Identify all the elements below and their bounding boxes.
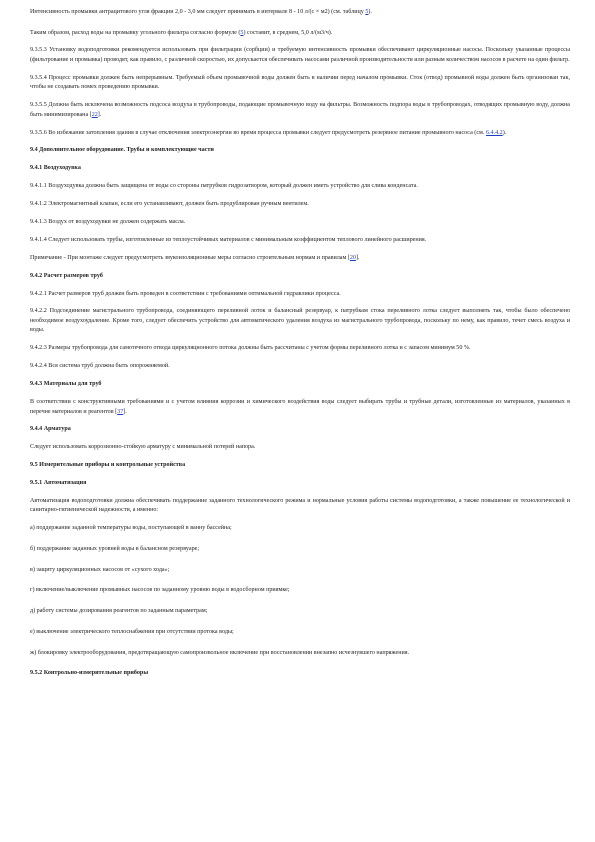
heading-9-4-2: 9.4.2 Расчет размеров труб — [30, 272, 103, 279]
bibliography-reference-link[interactable]: 22 — [91, 111, 98, 118]
list-item: в) защиту циркуляционных насосов от «сухого хода»; — [30, 566, 170, 573]
section-reference-link[interactable]: 6.4.4.2 — [485, 129, 503, 136]
paragraph-9-3-5-5: 9.3.5.5 Должна быть исключена возможность подсоса воздуха в трубопроводы, подающие промывочную воду на фильтры. Возможность подпора воды в трубопроводах, отводящих промывную воду, должна быть минимизирована [22]. — [30, 102, 570, 118]
paragraph-9-4-1-2: 9.4.1.2 Электромагнитный клапан, если его устанавливают, должен быть продублирован ручным вентилем. — [30, 201, 309, 208]
list-item: е) выключение электрического теплоснабжения при отсутствии протока воды; — [30, 628, 234, 635]
heading-9-4-4: 9.4.4 Арматура — [30, 426, 71, 433]
paragraph-9-4-2-1: 9.4.2.1 Расчет размеров труб должен быть проведен в соответствии с требованиями оптимальной гидравлики процесса. — [30, 290, 341, 297]
formula-reference-link[interactable]: 5 — [240, 29, 244, 36]
paragraph-9-4-2-4: 9.4.2.4 Вся система труб должна быть опорожняемой. — [30, 363, 170, 370]
paragraph-9-4-1-4: 9.4.1.4 Следует использовать трубы, изготовленные из теплоустойчивых материалов с минимальным коэффициентом теплового линейного расширения. — [30, 236, 427, 243]
paragraph-9-5-1: Автоматизация водоподготовки должна обеспечивать поддержание заданного технологического режима и нормальные условия работы системы водоподготовки, а также повышение ее технологической и санитарно-гигиенической надежности, а именно: — [30, 497, 570, 514]
paragraph-9-4-1-3: 9.4.1.3 Воздух от воздуходувки не должен содержать масла. — [30, 219, 186, 226]
list-item: а) поддержание заданной температуры воды, поступающей в ванну бассейна; — [30, 525, 232, 532]
paragraph-9-3-5-4: 9.3.5.4 Процесс промывки должен быть непрерывным. Требуемый объем промывочной воды должен быть в наличии перед началом промывки. Сток (отвод) промывной воды должен быть организован так, чтобы не создавать помех проведению промывки. — [30, 74, 570, 91]
bibliography-reference-link[interactable]: 20 — [349, 254, 356, 261]
paragraph-9-4-2-3: 9.4.2.3 Размеры трубопровода для самотечного отвода циркуляционного потока должны быть рассчитаны с учетом формы переливного лотка и с запасом минимум 50 %. — [30, 345, 471, 352]
paragraph-washwater-flow: Таким образом, расход воды на промывку угольного фильтра согласно формуле (5) составит, в среднем, 5,0 л/(м3/ч). — [30, 29, 333, 36]
heading-9-4-1: 9.4.1 Воздуходувка — [30, 165, 81, 172]
heading-9-5-2: 9.5.2 Контрольно-измерительные приборы — [30, 670, 149, 677]
bibliography-reference-link[interactable]: 37 — [117, 408, 124, 415]
list-item: г) включение/выключение промывных насосов по заданному уровню воды в водосборном приямке; — [30, 587, 290, 594]
list-item: б) поддержание заданных уровней воды в балансном резервуаре; — [30, 546, 200, 553]
table-reference-link[interactable]: 5 — [365, 9, 369, 15]
note-paragraph: Примечание - При монтаже следует предусмотреть звукоизоляционные меры согласно строительным нормам и правилам [20]. — [30, 254, 360, 261]
automation-list — [30, 524, 570, 658]
paragraph-9-4-3: В соответствии с конструктивными требованиями и с учетом влияния коррозии и химического воздействия воды следует выбирать трубы и трубные детали, изготовленные из материалов, указанных в перечне материалов и реагентов [37]. — [30, 399, 570, 415]
paragraph-9-3-5-6: 9.3.5.6 Во избежание затопления здания в случае отключения электроэнергии во время процесса промывки следует предусмотреть резервное питание промывного насоса (см. 6.4.4.2). — [30, 129, 507, 136]
paragraph-9-4-1-1: 9.4.1.1 Воздуходувка должна быть защищена от воды со стороны патрубков гидрозатвором, который должен иметь устройство для слива конденсата. — [30, 183, 418, 190]
paragraph-9-3-5-3: 9.3.5.3 Установку водоподготовки рекомендуется использовать при фильтрации (сорбции) и требуемую интенсивность промывки обеспечивают циркуляционные насосы. Поскольку указанные процессы (фильтрование и промывка) проводят, как правило, с различной скоростью, их допускается обеспечивать насосами различной производительности или разным количеством насосов в расчете на один фильтр. — [30, 47, 570, 63]
paragraph-intro: Интенсивность промывки антрацитового угля фракции 2,0 - 3,0 мм следует принимать в интервале 8 - 10 л/(с × м2) (см. таблицу 5). — [30, 9, 372, 15]
heading-9-4: 9.4 Дополнительное оборудование. Трубы и комплектующие части — [30, 147, 214, 154]
list-item: ж) блокировку электрооборудования, предотвращающую самопроизвольное включение при восстановлении внезапно исчезнувшего напряжения. — [30, 649, 410, 656]
heading-9-5-1: 9.5.1 Автоматизация — [30, 480, 87, 487]
document-page — [30, 8, 570, 687]
heading-9-4-3: 9.4.3 Материалы для труб — [30, 381, 102, 388]
paragraph-9-4-2-2: 9.4.2.2 Подсоединение магистрального трубопровода, соединяющего переливной лоток и балансный резервуар, к патрубкам стока переливного лотка следует выполнять так, чтобы было обеспечено необходимое воздухоудаление. Кроме того, следует обеспечить устройство для автоматического удаления воздуха из магистрального трубопровода, поскольку по нему, как правило, течет смесь воздуха и воды. — [30, 308, 570, 334]
heading-9-5: 9.5 Измерительные приборы и контрольные устройства — [30, 462, 186, 469]
paragraph-9-4-4: Следует использовать коррозионно-стойкую арматуру с минимальной потерей напора. — [30, 444, 256, 451]
list-item: д) работу системы дозирования реагентов по заданным параметрам; — [30, 608, 208, 615]
